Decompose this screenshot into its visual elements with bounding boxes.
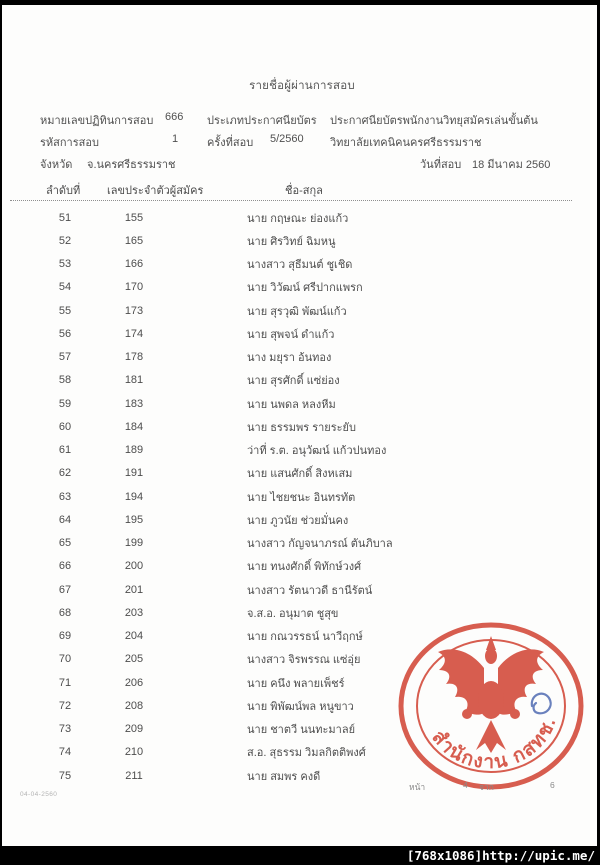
exam-code-label: รหัสการสอบ (40, 137, 99, 149)
certificate-type-value: ประกาศนียบัตรพนักงานวิทยุสมัครเล่นขั้นต้น (330, 115, 538, 127)
table-row (2, 206, 600, 229)
row-fullname: จ.ส.อ. อนุมาต ชูสุข (247, 607, 339, 620)
row-fullname: นางสาว สุธีมนต์ ชูเชิด (247, 259, 353, 272)
row-fullname: นางสาว กัญจนาภรณ์ ตันภิบาล (247, 538, 393, 551)
exam-session-value: 5/2560 (270, 133, 304, 145)
row-index: 55 (58, 304, 72, 317)
official-red-seal-stamp (394, 620, 589, 792)
scanned-paper (2, 5, 597, 846)
row-fullname: นางสาว รัตนาวดี ธานีรัตน์ (247, 584, 373, 597)
row-applicant-id: 155 (124, 211, 144, 224)
row-applicant-id: 203 (124, 606, 144, 619)
page-title: รายชื่อผู้ผ่านการสอบ (249, 80, 355, 92)
certificate-type-label: ประเภทประกาศนียบัตร (207, 115, 317, 127)
row-fullname: นาย สุพจน์ ดำแก้ว (247, 328, 335, 341)
row-index: 63 (58, 490, 72, 503)
province-value: จ.นครศรีธรรมราช (87, 159, 176, 171)
row-applicant-id: 178 (124, 351, 144, 364)
row-applicant-id: 209 (124, 723, 144, 736)
page-indicator (2, 780, 600, 792)
row-index: 58 (58, 374, 72, 387)
row-applicant-id: 211 (125, 769, 143, 782)
table-row (2, 392, 600, 415)
row-index: 68 (58, 606, 72, 619)
row-index: 62 (58, 467, 72, 480)
row-fullname: นาย คนึง พลายเพ็ชร์ (247, 677, 345, 690)
row-index: 73 (58, 723, 72, 736)
table-row (2, 369, 600, 392)
row-fullname: ส.อ. สุธรรม วิมลกิตติพงศ์ (247, 747, 366, 760)
seal-text: สำนักงาน กสทช. (427, 714, 561, 774)
table-row (2, 299, 600, 322)
watermark-caption: [768x1086]http://upic.me/ (406, 848, 595, 863)
page-of-word: จาก (479, 782, 494, 792)
row-applicant-id: 205 (124, 653, 144, 666)
row-applicant-id: 189 (124, 444, 144, 457)
row-index: 66 (58, 560, 72, 573)
row-index: 60 (58, 420, 72, 433)
row-fullname: นาย สมพร คงดี (247, 770, 321, 783)
column-header-applicant-id: เลขประจำตัวผู้สมัคร (107, 185, 204, 197)
row-index: 65 (58, 537, 72, 550)
row-index: 74 (58, 746, 72, 759)
row-index: 75 (58, 769, 72, 782)
row-fullname: นาย ภูวนัย ช่วยมั่นคง (247, 514, 349, 527)
page-number: 4 (463, 780, 468, 790)
row-index: 61 (58, 444, 72, 457)
row-applicant-id: 194 (124, 490, 144, 503)
row-applicant-id: 174 (124, 327, 144, 340)
province-label: จังหวัด (40, 159, 73, 171)
table-row (2, 532, 600, 555)
row-fullname: นาย วิวัฒน์ ศรีปากแพรก (247, 282, 363, 295)
row-applicant-id: 170 (124, 281, 144, 294)
row-fullname: นาย สุรวุฒิ พัฒน์แก้ว (247, 305, 347, 318)
watermark-bar (0, 846, 600, 865)
page-total: 6 (550, 780, 555, 790)
table-row (2, 322, 600, 345)
row-fullname: นางสาว จิรพรรณ แซ่อุ่ย (247, 654, 361, 667)
row-index: 72 (58, 699, 72, 712)
row-index: 69 (58, 630, 72, 643)
table-row (2, 555, 600, 578)
row-fullname: นาย สุรศักดิ์ แซ่ย่อง (247, 375, 340, 388)
table-header-separator (10, 200, 572, 201)
row-fullname: นาย กณวรรธน์ นาวีฤกษ์ (247, 631, 363, 644)
table-row (2, 229, 600, 252)
row-fullname: นาย แสนศักดิ์ สิงหเสม (247, 468, 353, 481)
row-fullname: นาย ชาตวี นนทะมาลย์ (247, 724, 356, 737)
row-index: 54 (58, 281, 72, 294)
row-applicant-id: 206 (124, 676, 144, 689)
exam-date-value: 18 มีนาคม 2560 (472, 159, 551, 171)
row-applicant-id: 173 (124, 304, 144, 317)
row-applicant-id: 181 (124, 374, 144, 387)
row-applicant-id: 166 (124, 258, 144, 271)
row-applicant-id: 201 (124, 583, 144, 596)
footer-print-code: 04-04-2560 (20, 791, 58, 798)
table-row (2, 508, 600, 531)
page-word: หน้า (409, 782, 426, 792)
row-index: 53 (58, 258, 72, 271)
exam-date-label: วันที่สอบ (420, 159, 462, 171)
row-index: 52 (58, 234, 72, 247)
row-fullname: นาย พิพัฒน์พล หนูขาว (247, 700, 354, 713)
table-row (2, 276, 600, 299)
row-applicant-id: 200 (124, 560, 144, 573)
column-header-name: ชื่อ-สกุล (285, 185, 323, 197)
garuda-emblem-icon (438, 636, 544, 753)
exam-code-value: 1 (172, 133, 179, 145)
row-applicant-id: 210 (124, 746, 144, 759)
row-fullname: นาย ศิรวิทย์ ฉิมหนู (247, 235, 336, 248)
row-index: 57 (58, 351, 72, 364)
table-row (2, 485, 600, 508)
row-applicant-id: 195 (124, 513, 144, 526)
row-fullname: ว่าที่ ร.ต. อนุวัฒน์ แก้วปนทอง (247, 445, 387, 458)
row-index: 56 (58, 327, 72, 340)
row-applicant-id: 208 (124, 699, 144, 712)
row-applicant-id: 204 (124, 630, 144, 643)
table-row (2, 462, 600, 485)
row-fullname: นาย นพดล หลงหีม (247, 398, 336, 411)
row-index: 51 (58, 211, 72, 224)
row-index: 59 (58, 397, 72, 410)
column-header-index: ลำดับที่ (46, 185, 81, 197)
table-row (2, 578, 600, 601)
row-applicant-id: 199 (124, 537, 144, 550)
row-index: 71 (58, 676, 72, 689)
row-fullname: นาย ธรรมพร รายระยับ (247, 421, 356, 434)
calendar-number-value: 666 (165, 111, 184, 123)
exam-session-label: ครั้งที่สอบ (207, 137, 254, 149)
row-index: 67 (58, 583, 72, 596)
row-fullname: นาย ไชยชนะ อินทรทัต (247, 491, 356, 504)
row-applicant-id: 191 (124, 467, 144, 480)
calendar-number-label: หมายเลขปฏิทินการสอบ (40, 115, 154, 127)
table-row (2, 346, 600, 369)
blue-ink-mark (532, 694, 551, 714)
row-index: 70 (58, 653, 72, 666)
row-fullname: นาย กฤษณะ ย่องแก้ว (247, 212, 349, 225)
row-fullname: นาง มยุรา อ้นทอง (247, 352, 332, 365)
row-fullname: นาย ทนงศักดิ์ พิทักษ์วงศ์ (247, 561, 362, 574)
table-row (2, 439, 600, 462)
row-applicant-id: 183 (124, 397, 144, 410)
exam-venue: วิทยาลัยเทคนิคนครศรีธรรมราช (330, 137, 482, 149)
row-applicant-id: 165 (124, 234, 144, 247)
table-row (2, 415, 600, 438)
row-applicant-id: 184 (124, 420, 144, 433)
row-index: 64 (58, 513, 72, 526)
table-row (2, 253, 600, 276)
